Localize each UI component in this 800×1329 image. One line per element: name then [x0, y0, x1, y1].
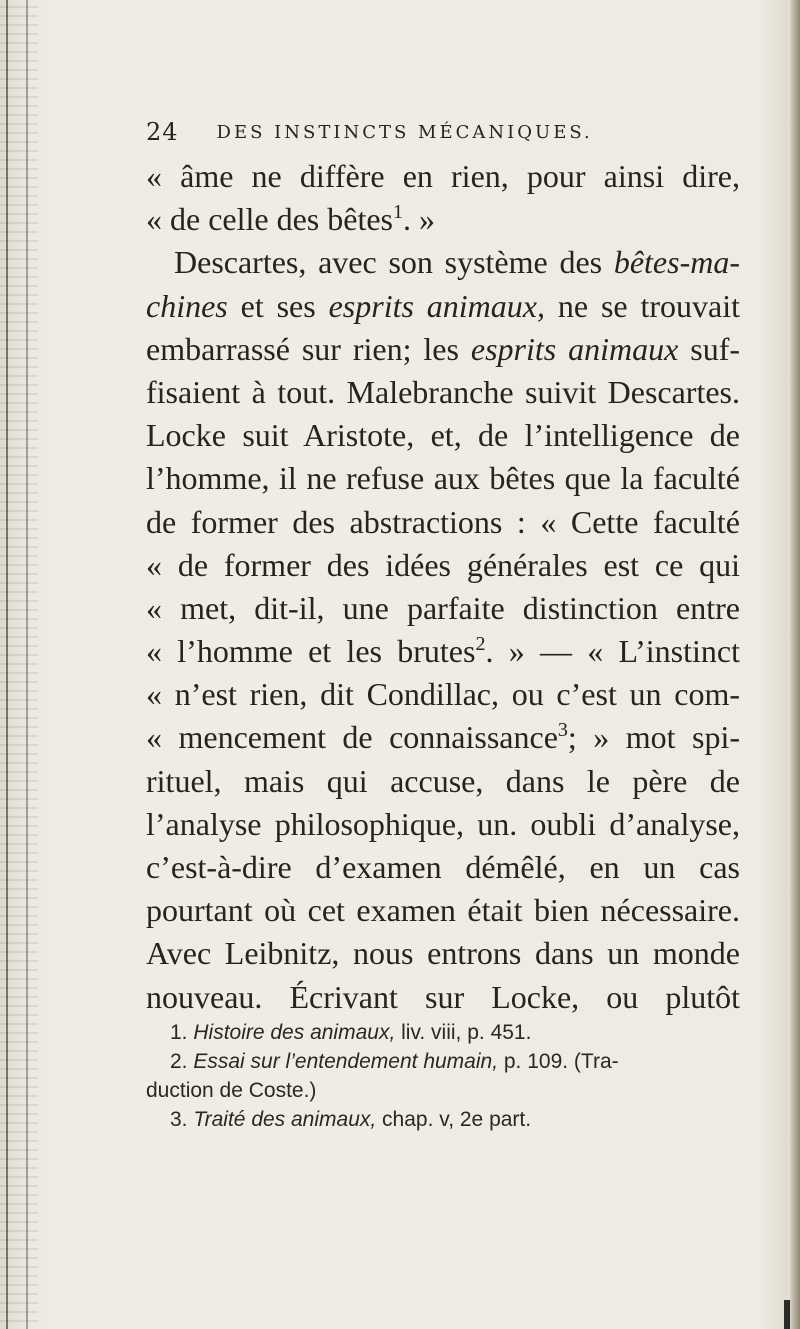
page-edge-mark	[784, 1300, 790, 1329]
text-line: pourtant où cet examen était bien nécessaire.	[146, 892, 740, 929]
text-line: embarrassé sur rien; les esprits animaux suf-	[146, 330, 741, 367]
text-line: « âme ne diffère en rien, pour ainsi dire,	[146, 158, 740, 194]
text-line: l’homme, il ne refuse aux bêtes que la faculté	[146, 460, 740, 497]
text-line: Locke suit Aristote, et, de l’intelligence de	[146, 417, 740, 454]
text-line: rituel, mais qui accuse, dans le père de	[146, 762, 740, 799]
text-line: « de celle des bêtes$^1$. »	[146, 201, 435, 238]
text-line: « mencement de connaissance$^3$; » mot spi-	[146, 719, 741, 756]
text-line: « l’homme et les brutes$^2$. » — « L’instinct	[146, 633, 741, 670]
text-line: nouveau. Écrivant sur Locke, ou plutôt	[146, 978, 740, 1015]
footnote-2: 2. Essai sur l’entendement humain, p. 109. (Tra-	[170, 1050, 619, 1073]
footnote-ref[interactable]: 3	[557, 719, 568, 742]
text-line: Avec Leibnitz, nous entrons dans un monde	[146, 935, 740, 972]
text-line: chines et ses esprits animaux, ne se trouvait	[146, 287, 741, 324]
text-line: Descartes, avec son système des bêtes-ma-	[174, 244, 740, 281]
main-text	[146, 155, 740, 1019]
text-line: fisaient à tout. Malebranche suivit Descartes.	[146, 373, 740, 410]
footnote-1: 1. Histoire des animaux, liv. viii, p. 451.	[170, 1021, 532, 1044]
text-line: de former des abstractions : « Cette faculté	[146, 503, 740, 540]
text-line: « n’est rien, dit Condillac, ou c’est un com-	[146, 676, 740, 713]
book-gutter	[0, 0, 38, 1329]
text-line: c’est-à-dire d’examen démêlé, en un cas	[146, 849, 740, 885]
footnote-ref[interactable]: 2	[475, 633, 486, 656]
text-line: « met, dit-il, une parfaite distinction entre	[146, 589, 740, 626]
footnotes	[146, 1018, 740, 1134]
text-line: l’analyse philosophique, un. oubli d’analyse,	[146, 805, 740, 842]
page-edge	[790, 0, 800, 1329]
page-number: 24	[146, 118, 179, 146]
text-line: « de former des idées générales est ce qui	[146, 546, 740, 583]
running-head: DES INSTINCTS MÉCANIQUES.	[216, 121, 593, 143]
footnote-2-continuation: duction de Coste.)	[146, 1079, 317, 1102]
footnote-ref[interactable]: 1	[393, 201, 403, 224]
footnote-3: 3. Traité des animaux, chap. v, 2e part.	[170, 1108, 532, 1131]
page-header	[146, 112, 706, 152]
